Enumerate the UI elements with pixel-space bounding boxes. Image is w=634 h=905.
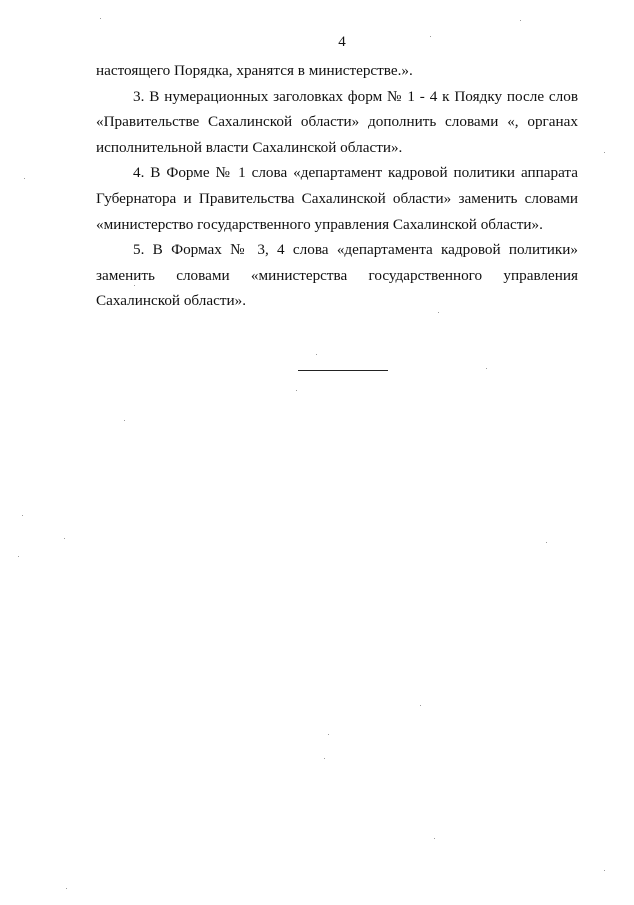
scan-speck (22, 515, 23, 516)
scan-speck (604, 152, 605, 153)
scan-speck (316, 354, 317, 355)
scan-speck (134, 285, 135, 286)
paragraph-continuation: настоящего Порядка, хранятся в министерстве.». (96, 62, 413, 79)
scan-speck (124, 420, 125, 421)
scan-speck (18, 556, 19, 557)
scan-speck (420, 705, 421, 706)
end-separator-line (298, 370, 388, 371)
scan-speck (64, 538, 65, 539)
paragraph-item-4: 4. В Форме № 1 слова «департамент кадровой политики аппарата Губернатора и Правительства Сахалинской области» заменить словами «министерство государственного управления Сахалинской области». (96, 164, 578, 233)
scan-speck (546, 542, 547, 543)
scan-speck (328, 734, 329, 735)
paragraph-item-3: 3. В нумерационных заголовках форм № 1 - 4 к Поядку после слов «Правительстве Сахалинской области» дополнить словами «, органах исполнительной власти Сахалинской области». (96, 87, 578, 156)
scan-speck (66, 888, 67, 889)
scan-speck (438, 312, 439, 313)
scan-speck (296, 390, 297, 391)
scan-speck (100, 18, 101, 19)
scan-speck (520, 20, 521, 21)
scan-speck (430, 36, 431, 37)
paragraph-item-5: 5. В Формах № 3, 4 слова «департамента кадровой политики» заменить словами «министерства государственного управления Сахалинской области». (96, 241, 578, 310)
scan-speck (434, 838, 435, 839)
page-number: 4 (338, 34, 346, 50)
scan-speck (604, 870, 605, 871)
scan-speck (324, 758, 325, 759)
document-body (96, 58, 578, 314)
scan-speck (24, 178, 25, 179)
scan-speck (486, 368, 487, 369)
